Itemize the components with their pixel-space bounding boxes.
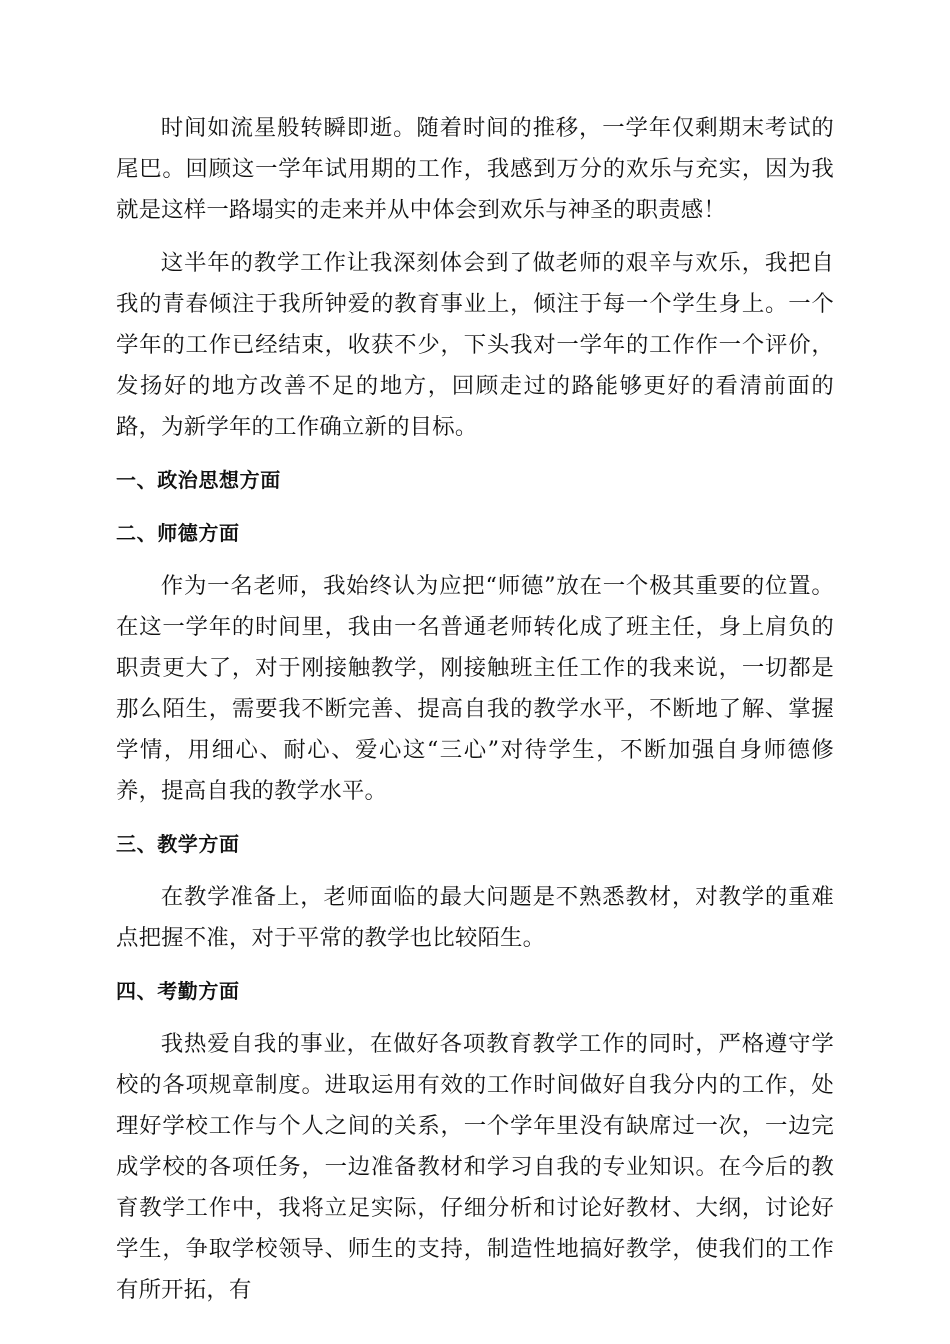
- section-paragraph-ethics: 作为一名老师，我始终认为应把“师德”放在一个极其重要的位置。在这一学年的时间里，我由一名普通老师转化成了班主任，身上肩负的职责更大了，对于刚接触教学，刚接触班主任工作的我来说，一切都是那么陌生，需要我不断完善、提高自我的教学水平，不断地了解、掌握学情，用细心、耐心、爱心这“三心”对待学生，不断加强自身师德修养，提高自我的教学水平。: [116, 573, 834, 804]
- intro-paragraph-1: 时间如流星般转瞬即逝。随着时间的推移，一学年仅剩期末考试的尾巴。回顾这一学年试用期的工作，我感到万分的欢乐与充实，因为我就是这样一路塌实的走来并从中体会到欢乐与神圣的职责感！: [116, 115, 834, 223]
- document-page: [116, 108, 834, 1323]
- section-teaching: [116, 824, 834, 959]
- section-paragraph-teaching: 在教学准备上，老师面临的最大问题是不熟悉教材，对教学的重难点把握不准，对于平常的教学也比较陌生。: [116, 884, 834, 951]
- intro-paragraph-2: 这半年的教学工作让我深刻体会到了做老师的艰辛与欢乐，我把自我的青春倾注于我所钟爱的教育事业上，倾注于每一个学生身上。一个学年的工作已经结束，收获不少，下头我对一学年的工作作一个评价，发扬好的地方改善不足的地方，回顾走过的路能够更好的看清前面的路，为新学年的工作确立新的目标。: [116, 250, 834, 440]
- section-attendance: [116, 971, 834, 1311]
- section-heading-attendance: 四、考勤方面: [116, 979, 240, 1003]
- section-heading-ethics: 二、师德方面: [116, 521, 240, 545]
- section-heading-teaching: 三、教学方面: [116, 832, 240, 856]
- section-ethics: [116, 513, 834, 812]
- section-politics: [116, 460, 834, 501]
- section-paragraph-attendance: 我热爱自我的事业，在做好各项教育教学工作的同时，严格遵守学校的各项规章制度。进取运用有效的工作时间做好自我分内的工作，处理好学校工作与个人之间的关系，一个学年里没有缺席过一次，一边完成学校的各项任务，一边准备教材和学习自我的专业知识。在今后的教育教学工作中，我将立足实际，仔细分析和讨论好教材、大纲，讨论好学生，争取学校领导、师生的支持，制造性地搞好教学，使我们的工作有所开拓，有: [116, 1031, 834, 1303]
- section-heading-politics: 一、政治思想方面: [116, 468, 281, 492]
